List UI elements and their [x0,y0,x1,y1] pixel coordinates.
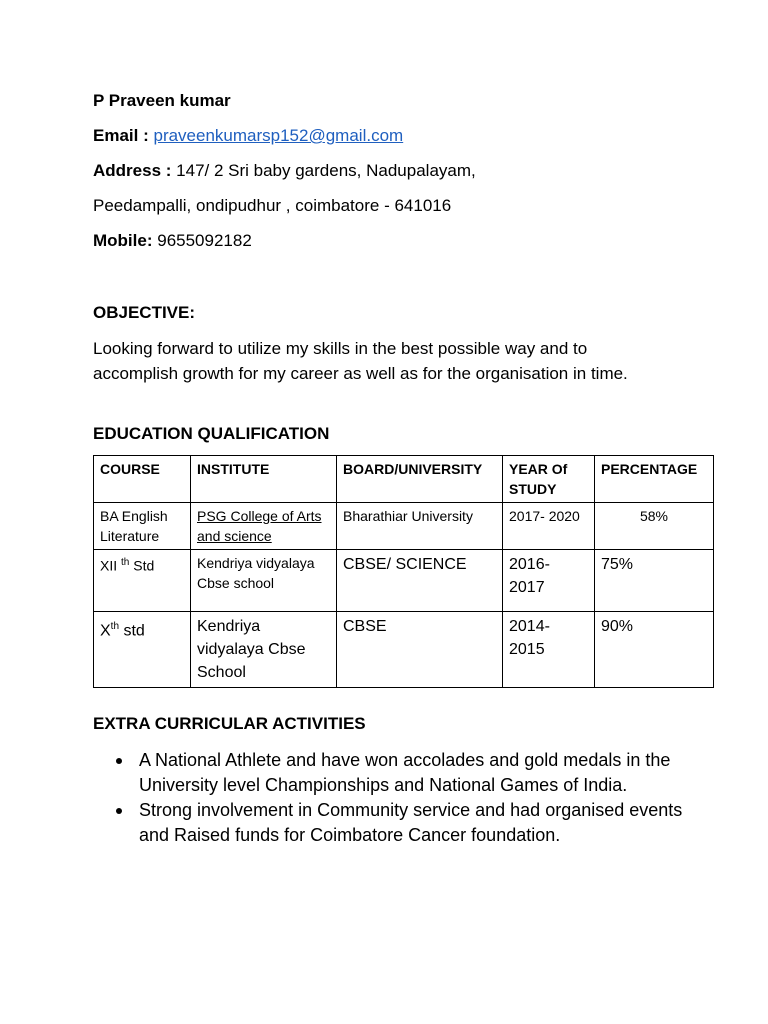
column-header: PERCENTAGE [595,456,714,503]
course-level: XII [100,557,118,574]
percentage-cell: 58% [595,503,714,550]
address-line-2: Peedampalli, ondipudhur , coimbatore - 641016 [93,196,452,215]
education-heading: EDUCATION QUALIFICATION [93,424,330,443]
percentage-cell: 75% [595,550,714,612]
address-line-1 [93,160,476,182]
list-item: A National Athlete and have won accolades and gold medals in the University level Championships and National Games of India. [139,748,699,798]
course-suffix: std [123,622,145,640]
board-cell: CBSE/ SCIENCE [337,550,503,612]
percentage-cell: 90% [595,612,714,688]
candidate-name: P Praveen kumar [93,91,231,110]
activities-list [93,748,699,848]
institute-link-text: PSG College of Arts and science [197,508,322,544]
column-header: YEAR Of STUDY [503,456,595,503]
table-row [94,503,714,550]
institute-cell: Kendriya vidyalaya Cbse school [191,550,337,612]
objective-text: Looking forward to utilize my skills in the best possible way and to accomplish growth for my career as well as for the organisation in time. [93,339,628,383]
column-header: INSTITUTE [191,456,337,503]
email-label: Email : [93,126,149,145]
year-cell: 2014- 2015 [503,612,595,688]
course-superscript: th [121,557,130,568]
table-row [94,550,714,612]
mobile-line [93,230,252,252]
column-header: BOARD/UNIVERSITY [337,456,503,503]
column-header: COURSE [94,456,191,503]
activities-heading: EXTRA CURRICULAR ACTIVITIES [93,714,366,733]
table-row [94,612,714,688]
email-link[interactable]: praveenkumarsp152@gmail.com [153,126,404,145]
address-label: Address : [93,161,172,180]
board-cell: CBSE [337,612,503,688]
year-cell: 2016- 2017 [503,550,595,612]
table-header-row [94,456,714,503]
year-cell: 2017- 2020 [503,503,595,550]
objective-heading: OBJECTIVE: [93,303,196,322]
institute-cell: Kendriya vidyalaya Cbse School [191,612,337,688]
email-line [93,125,403,147]
course-suffix: Std [133,557,155,574]
board-cell: Bharathiar University [337,503,503,550]
address-value-1: 147/ 2 Sri baby gardens, Nadupalayam, [176,161,476,180]
course-cell [94,612,191,688]
mobile-label: Mobile: [93,231,153,250]
list-item: Strong involvement in Community service and had organised events and Raised funds for Coimbatore Cancer foundation. [139,798,699,848]
mobile-value: 9655092182 [157,231,252,250]
course-cell: BA English Literature [94,503,191,550]
education-table [93,455,714,688]
course-level: X [100,622,111,640]
course-superscript: th [110,621,120,632]
course-cell [94,550,191,612]
institute-cell [191,503,337,550]
